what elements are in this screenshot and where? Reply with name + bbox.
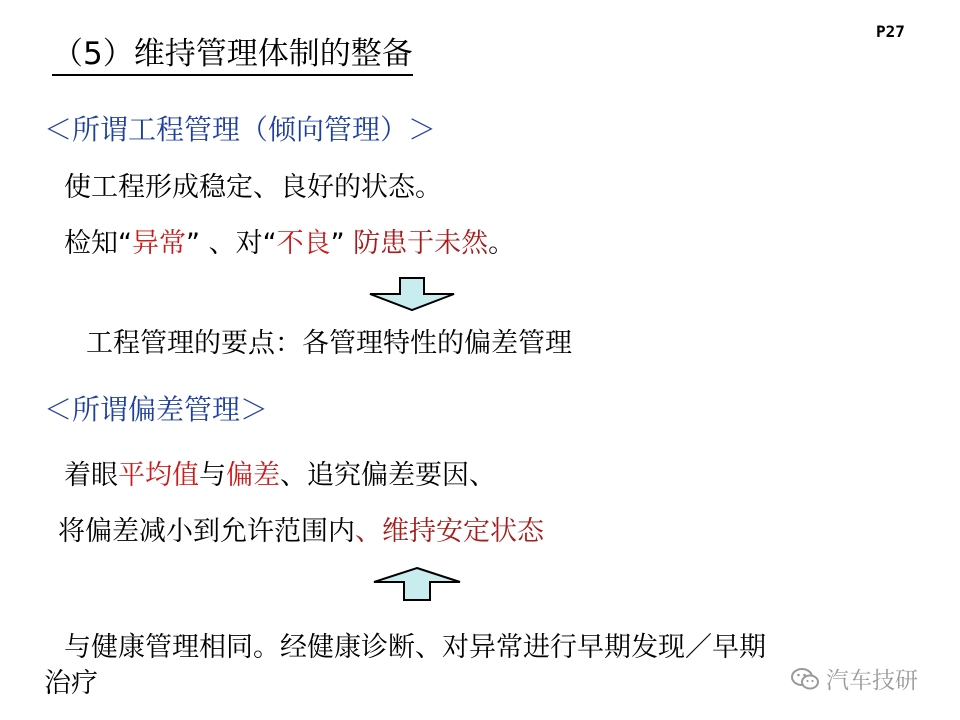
control-point-text: 工程管理的要点：各管理特性的偏差管理 [86,328,572,359]
note-line1: 与健康管理相同。经健康诊断、对异常进行早期发现／早期 [64,632,766,663]
section2-line2 [58,514,544,550]
abnormal-text: 异常 [132,228,186,259]
section2-line1 [64,458,496,494]
prevention-text: 防患于未然 [353,228,489,259]
mean-value-text: 平均值 [118,460,199,491]
stable-state-text: 、维持安定状态 [355,516,544,547]
text-segment: 将偏差减小到允许范围内 [58,516,355,547]
text-segment: 着眼 [64,460,118,491]
deviation-text: 偏差 [226,460,280,491]
down-arrow-icon [368,276,456,312]
section1-line2 [64,226,515,262]
watermark [790,662,918,695]
section1-heading: ＜所谓工程管理（倾向管理）＞ [44,113,437,146]
slide-title: （5）维持管理体制的整备 [52,34,413,76]
watermark-text: 汽车技研 [826,668,918,694]
up-arrow-icon [372,566,462,602]
text-segment: 、追究偏差要因、 [280,460,496,491]
defect-text: 不良 [276,228,331,259]
text-segment: 。 [488,228,516,259]
section2-heading: ＜所谓偏差管理＞ [44,393,269,426]
wechat-icon [790,666,820,692]
text-segment: 与 [199,460,226,491]
section1-line1: 使工程形成稳定、良好的状态。 [64,172,442,203]
text-segment: ” 、对“ [186,228,277,259]
text-segment: ” [330,228,354,259]
note-line2: 治疗 [44,668,98,699]
page-number: P27 [876,22,905,41]
text-segment: 检知“ [64,228,132,259]
